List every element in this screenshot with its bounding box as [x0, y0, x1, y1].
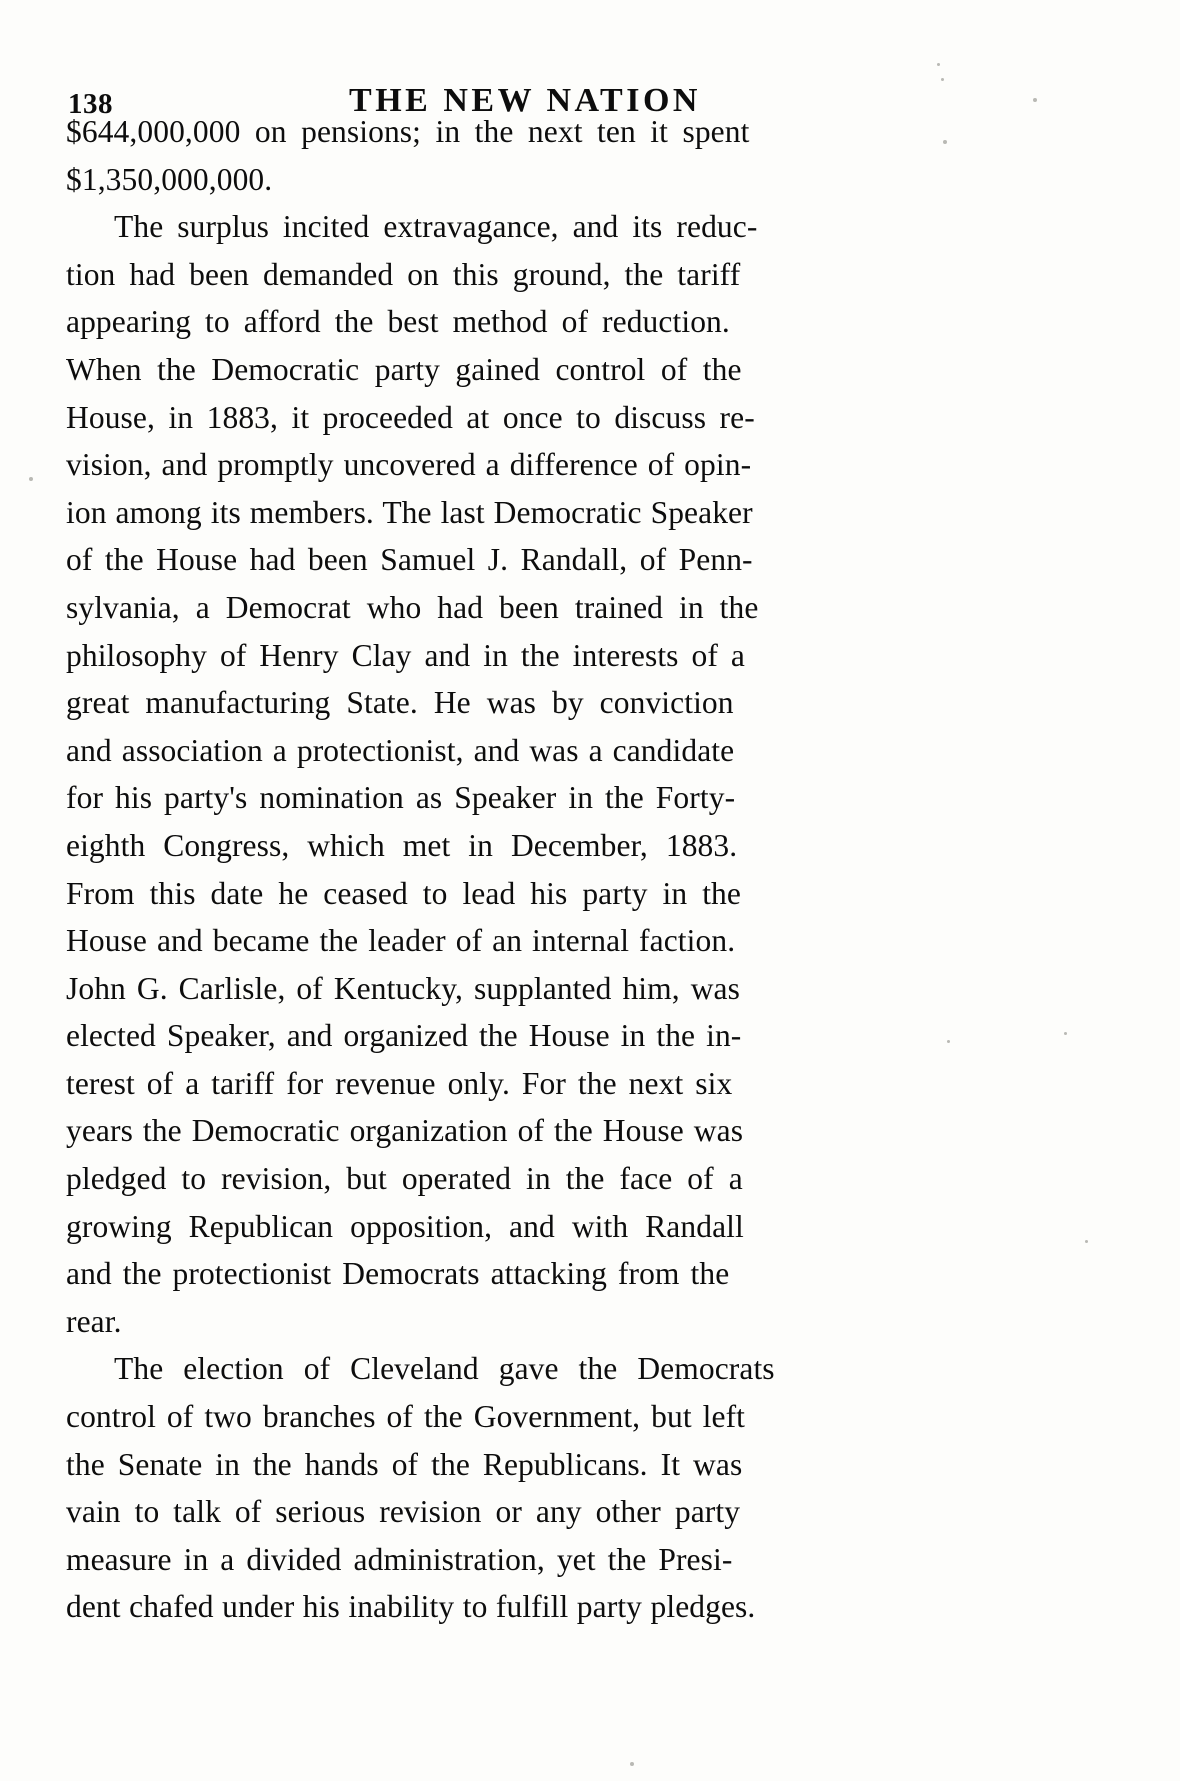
text-line: rear.: [66, 1303, 122, 1339]
text-line: The election of Cleveland gave the Democrats: [114, 1351, 775, 1387]
text-line: tion had been demanded on this ground, the tariff: [66, 256, 741, 292]
scan-speck: [1064, 1032, 1067, 1035]
text-line: eighth Congress, which met in December, 1883.: [66, 827, 738, 863]
page-number: 138: [68, 88, 113, 120]
scan-speck: [29, 477, 33, 481]
text-line: When the Democratic party gained control of the: [66, 351, 742, 387]
text-line: measure in a divided administration, yet the Presi-: [66, 1541, 733, 1577]
text-line: From this date he ceased to lead his party in the: [66, 875, 741, 911]
text-line: dent chafed under his inability to fulfill party pledges.: [66, 1589, 756, 1625]
text-line: ion among its members. The last Democratic Speaker: [66, 494, 753, 530]
text-line: philosophy of Henry Clay and in the interests of a: [66, 637, 745, 673]
text-line: and the protectionist Democrats attacking from the: [66, 1256, 730, 1292]
text-line: and association a protectionist, and was a candidate: [66, 732, 735, 768]
text-line: great manufacturing State. He was by conviction: [66, 685, 734, 721]
scan-speck: [1033, 98, 1037, 102]
text-line: pledged to revision, but operated in the face of a: [66, 1161, 743, 1197]
text-line: the Senate in the hands of the Republicans. It was: [66, 1446, 743, 1482]
scan-speck: [947, 1040, 950, 1043]
scan-speck: [1085, 1240, 1088, 1243]
scan-speck: [937, 63, 940, 66]
text-line: for his party's nomination as Speaker in the Forty-: [66, 780, 736, 816]
text-line: of the House had been Samuel J. Randall, of Penn-: [66, 542, 753, 578]
scan-speck: [630, 1762, 634, 1766]
scan-speck: [941, 78, 944, 81]
text-line: appearing to afford the best method of reduction.: [66, 304, 730, 340]
scan-speck: [943, 140, 947, 144]
text-line: House, in 1883, it proceeded at once to discuss re-: [66, 399, 755, 435]
text-line: vain to talk of serious revision or any other party: [66, 1494, 741, 1530]
text-line: growing Republican opposition, and with Randall: [66, 1208, 744, 1244]
text-line: vision, and promptly uncovered a difference of opin-: [66, 447, 752, 483]
text-line: John G. Carlisle, of Kentucky, supplanted him, was: [66, 970, 740, 1006]
text-line: years the Democratic organization of the House was: [66, 1113, 744, 1149]
paragraph: [66, 203, 918, 1345]
text-line: elected Speaker, and organized the House in the in-: [66, 1018, 742, 1054]
paragraph: [66, 108, 918, 203]
text-line: control of two branches of the Government, but left: [66, 1399, 746, 1435]
text-line: $644,000,000 on pensions; in the next ten it spent: [66, 114, 750, 149]
text-line: The surplus incited extravagance, and its reduc-: [114, 209, 758, 245]
running-head: THE NEW NATION: [349, 82, 701, 119]
text-line: House and became the leader of an internal faction.: [66, 923, 736, 959]
body-text: [66, 108, 918, 1631]
text-line: $1,350,000,000.: [66, 161, 273, 197]
paragraph: [66, 1345, 918, 1631]
text-line: terest of a tariff for revenue only. For the next six: [66, 1065, 733, 1101]
text-line: sylvania, a Democrat who had been trained in the: [66, 589, 759, 625]
page-header: [0, 42, 1180, 120]
